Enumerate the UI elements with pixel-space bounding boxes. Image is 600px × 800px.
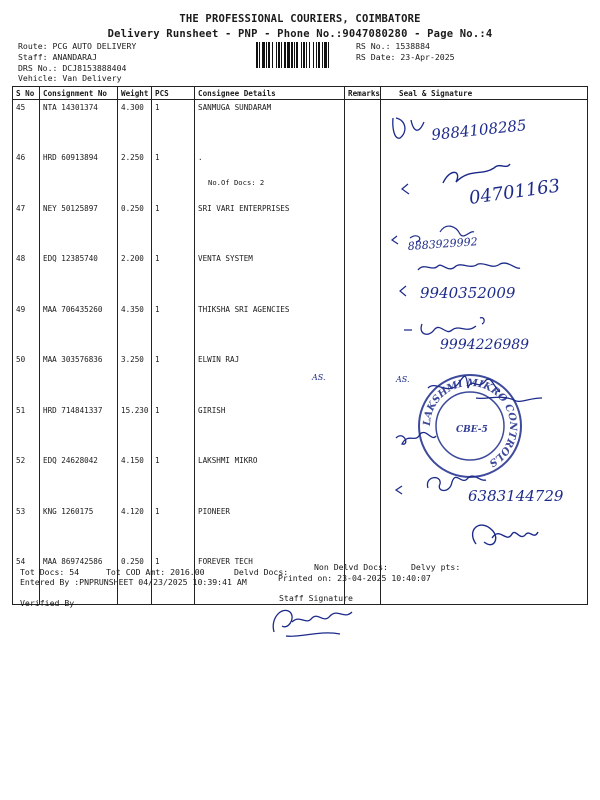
rs-date: RS Date: 23-Apr-2025 bbox=[356, 52, 455, 62]
barcode-bar bbox=[328, 42, 329, 68]
route-label: Route: PCG AUTO DELIVERY bbox=[18, 41, 137, 51]
consignee-cell: GIRISH bbox=[195, 403, 345, 454]
sno-cell: 45 bbox=[13, 100, 40, 151]
barcode-bar bbox=[262, 42, 265, 68]
barcode-bar bbox=[303, 42, 305, 68]
consignee-name: . bbox=[198, 153, 203, 162]
weight-cell: 4.350 bbox=[118, 302, 152, 353]
remarks-cell bbox=[345, 100, 381, 151]
consignment-cell: EDQ 24628042 bbox=[40, 453, 118, 504]
weight-cell: 0.250 bbox=[118, 201, 152, 252]
stamp-center-text: CBE-5 bbox=[456, 425, 488, 435]
handwritten-phone: 6383144729 bbox=[468, 487, 564, 505]
consignment-cell: MAA 303576836 bbox=[40, 352, 118, 403]
table-row bbox=[13, 150, 588, 201]
table-row bbox=[13, 251, 588, 302]
column-header-seal-signature: Seal & Signature bbox=[381, 87, 588, 100]
column-header-consignee: Consignee Details bbox=[195, 87, 345, 100]
consignment-cell: HRD 714841337 bbox=[40, 403, 118, 454]
barcode-bar bbox=[322, 42, 323, 68]
consignment-cell: MAA 706435260 bbox=[40, 302, 118, 353]
remarks-cell bbox=[345, 352, 381, 403]
pcs-cell: 1 bbox=[152, 504, 195, 555]
delivered-docs: Delvd Docs: bbox=[234, 567, 289, 577]
runsheet-table bbox=[12, 86, 588, 605]
consignee-cell: ELWIN RAJ bbox=[195, 352, 345, 403]
barcode-bar bbox=[318, 42, 320, 68]
remarks-cell bbox=[345, 201, 381, 252]
sno-cell: 48 bbox=[13, 251, 40, 302]
barcode-bar bbox=[291, 42, 293, 68]
sno-cell: 53 bbox=[13, 504, 40, 555]
sno-cell: 49 bbox=[13, 302, 40, 353]
remarks-cell bbox=[345, 504, 381, 555]
remarks-cell bbox=[345, 302, 381, 353]
signature-cell bbox=[381, 150, 588, 201]
staff-signature-mark bbox=[273, 610, 352, 636]
non-delivered-docs: Non Delvd Docs: bbox=[314, 562, 388, 572]
consignee-cell: PIONEER bbox=[195, 504, 345, 555]
pcs-cell: 1 bbox=[152, 150, 195, 201]
sno-cell: 50 bbox=[13, 352, 40, 403]
verified-by-label: Verified By bbox=[20, 598, 75, 608]
table-row bbox=[13, 403, 588, 454]
pcs-cell: 1 bbox=[152, 403, 195, 454]
pcs-cell: 1 bbox=[152, 453, 195, 504]
signature-cell bbox=[381, 352, 588, 403]
consignee-cell: LAKSHMI MIKRO bbox=[195, 453, 345, 504]
remarks-cell bbox=[345, 403, 381, 454]
barcode-bar bbox=[278, 42, 280, 68]
signature-cell bbox=[381, 100, 588, 151]
barcode-bar bbox=[296, 42, 298, 68]
table-row bbox=[13, 453, 588, 504]
staff-label: Staff: ANANDARAJ bbox=[18, 52, 97, 62]
weight-cell: 4.150 bbox=[118, 453, 152, 504]
barcode-bar bbox=[301, 42, 302, 68]
barcode-bar bbox=[306, 42, 307, 68]
consignee-cell: FOREVER TECH bbox=[195, 554, 345, 605]
pcs-cell: 1 bbox=[152, 302, 195, 353]
sno-cell: 51 bbox=[13, 403, 40, 454]
signature-cell bbox=[381, 302, 588, 353]
signature-cell bbox=[381, 504, 588, 555]
remarks-cell bbox=[345, 150, 381, 201]
staff-signature-label: Staff Signature bbox=[279, 593, 353, 603]
handwritten-initials: AS. bbox=[396, 375, 410, 384]
consignment-cell: KNG 1260175 bbox=[40, 504, 118, 555]
barcode-bar bbox=[259, 42, 260, 68]
total-docs: Tot Docs: 54 bbox=[20, 567, 80, 577]
barcode-bar bbox=[316, 42, 317, 68]
runsheet-title: Delivery Runsheet - PNP - Phone No.:9047080280 - Page No.:4 bbox=[107, 28, 493, 40]
consignee-cell: VENTA SYSTEM bbox=[195, 251, 345, 302]
weight-cell: 4.120 bbox=[118, 504, 152, 555]
weight-cell: 15.230 bbox=[118, 403, 152, 454]
consignee-cell: SRI VARI ENTERPRISES bbox=[195, 201, 345, 252]
column-header-pcs: PCS bbox=[152, 87, 195, 100]
barcode-bar bbox=[281, 42, 282, 68]
column-header-remarks: Remarks bbox=[345, 87, 381, 100]
column-header-weight: Weight bbox=[118, 87, 152, 100]
consignment-cell: NTA 14301374 bbox=[40, 100, 118, 151]
pcs-cell: 1 bbox=[152, 352, 195, 403]
table-row bbox=[13, 504, 588, 555]
remarks-cell bbox=[345, 251, 381, 302]
pcs-cell: 1 bbox=[152, 251, 195, 302]
sno-cell: 52 bbox=[13, 453, 40, 504]
rs-number: RS No.: 1538884 bbox=[356, 41, 430, 51]
barcode-bar bbox=[294, 42, 295, 68]
signature-cell bbox=[381, 453, 588, 504]
consignment-cell: HRD 60913894 bbox=[40, 150, 118, 201]
barcode-bar bbox=[268, 42, 270, 68]
pcs-cell: 1 bbox=[152, 201, 195, 252]
handwritten-phone: 8883929992 bbox=[407, 235, 479, 253]
column-header-sno: S No bbox=[13, 87, 40, 100]
consignee-cell: SANMUGA SUNDARAM bbox=[195, 100, 345, 151]
consignee-cell bbox=[195, 150, 345, 201]
barcode-bar bbox=[266, 42, 267, 68]
barcode-bar bbox=[272, 42, 273, 68]
stamp-ring-label: LAKSHMI MIKRO CONTROLS bbox=[421, 377, 519, 469]
docs-count: No.Of Docs: 2 bbox=[208, 178, 265, 187]
consignee-cell: THIKSHA SRI AGENCIES bbox=[195, 302, 345, 353]
consignment-cell: EDQ 12385740 bbox=[40, 251, 118, 302]
signature-cell bbox=[381, 251, 588, 302]
weight-cell: 2.200 bbox=[118, 251, 152, 302]
entered-by: Entered By :PNPRUNSHEET 04/23/2025 10:39:41 AM bbox=[20, 577, 247, 587]
vehicle-label: Vehicle: Van Delivery bbox=[18, 73, 122, 83]
consignment-cell: MAA 869742586 bbox=[40, 554, 118, 605]
barcode-bar bbox=[256, 42, 258, 68]
handwritten-initials: AS. bbox=[312, 373, 326, 382]
consignment-cell: NEY 50125897 bbox=[40, 201, 118, 252]
handwritten-phone: 9884108285 bbox=[430, 116, 528, 144]
handwritten-number: 04701163 bbox=[467, 175, 562, 209]
barcode-bar bbox=[276, 42, 277, 68]
remarks-cell bbox=[345, 453, 381, 504]
weight-cell: 0.250 bbox=[118, 554, 152, 605]
barcode-bar bbox=[313, 42, 314, 68]
barcode-bar bbox=[309, 42, 310, 68]
signature-cell bbox=[381, 403, 588, 454]
barcode-bar bbox=[324, 42, 327, 68]
delivery-points: Delvy pts: bbox=[411, 562, 461, 572]
pcs-cell: 1 bbox=[152, 100, 195, 151]
column-header-consignment: Consignment No bbox=[40, 87, 118, 100]
barcode-icon bbox=[255, 42, 350, 68]
table-row bbox=[13, 201, 588, 252]
table-row bbox=[13, 100, 588, 151]
table-row bbox=[13, 302, 588, 353]
total-cod-amount: Tot COD Amt: 2016.00 bbox=[106, 567, 205, 577]
weight-cell: 4.300 bbox=[118, 100, 152, 151]
sno-cell: 54 bbox=[13, 554, 40, 605]
printed-on: Printed on: 23-04-2025 10:40:07 bbox=[278, 573, 431, 583]
signature-cell bbox=[381, 201, 588, 252]
barcode-bar bbox=[287, 42, 290, 68]
weight-cell: 2.250 bbox=[118, 150, 152, 201]
company-name: THE PROFESSIONAL COURIERS, COIMBATORE bbox=[179, 13, 421, 25]
table-header-row bbox=[13, 87, 588, 100]
weight-cell: 3.250 bbox=[118, 352, 152, 403]
handwritten-phone: 9994226989 bbox=[440, 337, 530, 353]
drs-number: DRS No.: DCJ8153888404 bbox=[18, 63, 127, 73]
handwritten-phone: 9940352009 bbox=[420, 284, 516, 302]
table-row bbox=[13, 352, 588, 403]
barcode-bar bbox=[284, 42, 286, 68]
sno-cell: 47 bbox=[13, 201, 40, 252]
sno-cell: 46 bbox=[13, 150, 40, 201]
pcs-cell: 1 bbox=[152, 554, 195, 605]
